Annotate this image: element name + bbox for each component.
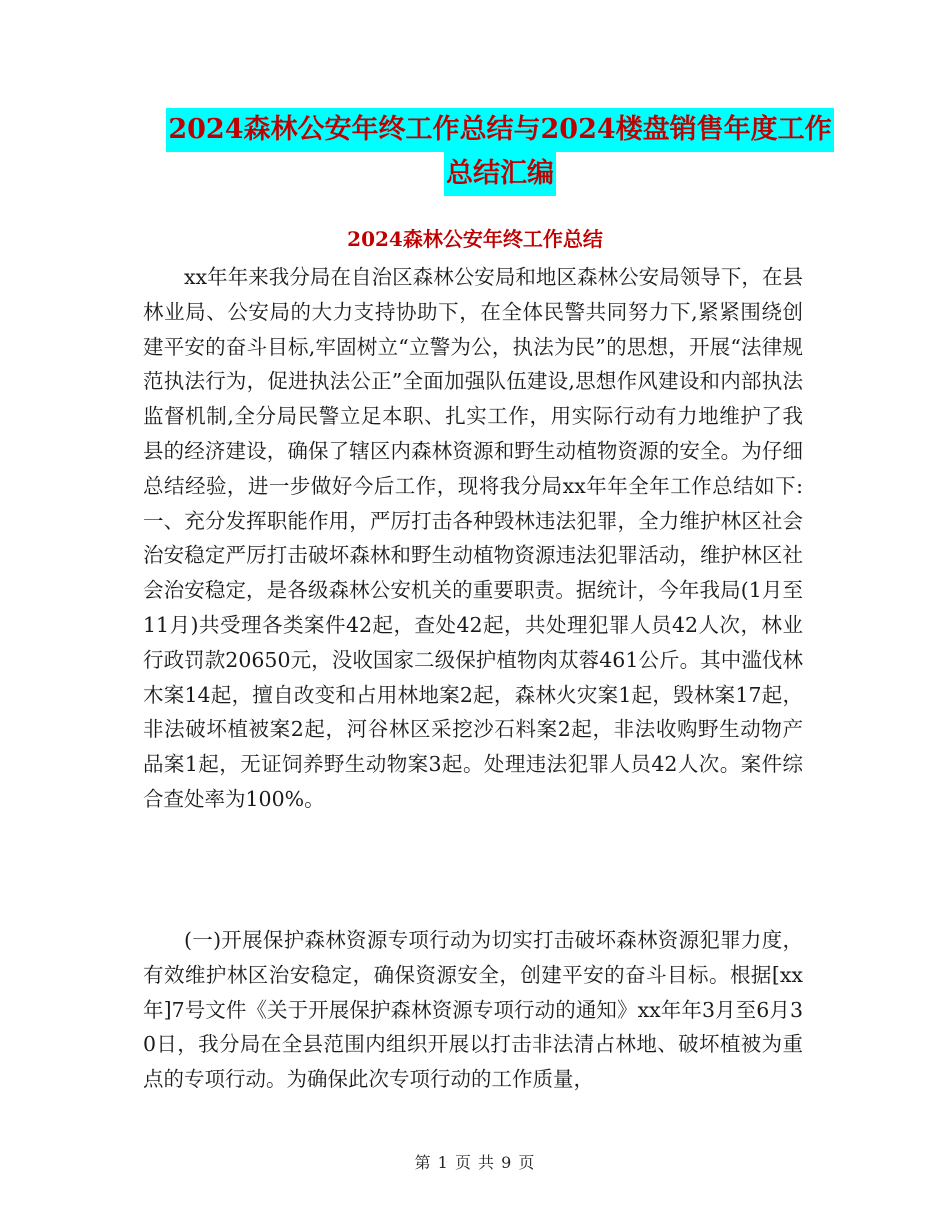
document-title	[100, 108, 900, 196]
page-number: 第 1 页 共 9 页	[414, 1153, 536, 1172]
section-title: 2024森林公安年终工作总结	[347, 227, 603, 251]
title-line-1: 2024森林公安年终工作总结与2024楼盘销售年度工作	[166, 108, 833, 152]
title-line-2: 总结汇编	[444, 152, 556, 196]
body-paragraph: xx年年来我分局在自治区森林公安局和地区森林公安局领导下，在县林业局、公安局的大力支持协助下，在全体民警共同努力下,紧紧围绕创建平安的奋斗目标,牢固树立“立警为公，执法为民”的思想，开展“法律规范执法行为，促进执法公正”全面加强队伍建设,思想作风建设和内部执法监督机制,全分局民警立足本职、扎实工作，用实际行动有力地维护了我县的经济建设，确保了辖区内森林资源和野生动植物资源的安全。为仔细总结经验，进一步做好今后工作，现将我分局xx年年全年工作总结如下:一、充分发挥职能作用，严厉打击各种毁林违法犯罪，全力维护林区社会治安稳定严厉打击破坏森林和野生动植物资源违法犯罪活动，维护林区社会治安稳定，是各级森林公安机关的重要职责。据统计，今年我局(1月至11月)共受理各类案件42起，查处42起，共处理犯罪人员42人次，林业行政罚款20650元，没收国家二级保护植物肉苁蓉461公斤。其中滥伐林木案14起，擅自改变和占用林地案2起，森林火灾案1起，毁林案17起，非法破坏植被案2起，河谷林区采挖沙石料案2起，非法收购野生动物产品案1起，无证饲养野生动物案3起。处理违法犯罪人员42人次。案件综合查处率为100%。	[143, 265, 803, 811]
body-paragraph: (一)开展保护森林资源专项行动为切实打击破坏森林资源犯罪力度，有效维护林区治安稳定，确保资源安全，创建平安的奋斗目标。根据[xx年]7号文件《关于开展保护森林资源专项行动的通知》xx年年3月至6月30日，我分局在全县范围内组织开展以打击非法清占林地、破坏植被为重点的专项行动。为确保此次专项行动的工作质量，	[143, 928, 803, 1092]
